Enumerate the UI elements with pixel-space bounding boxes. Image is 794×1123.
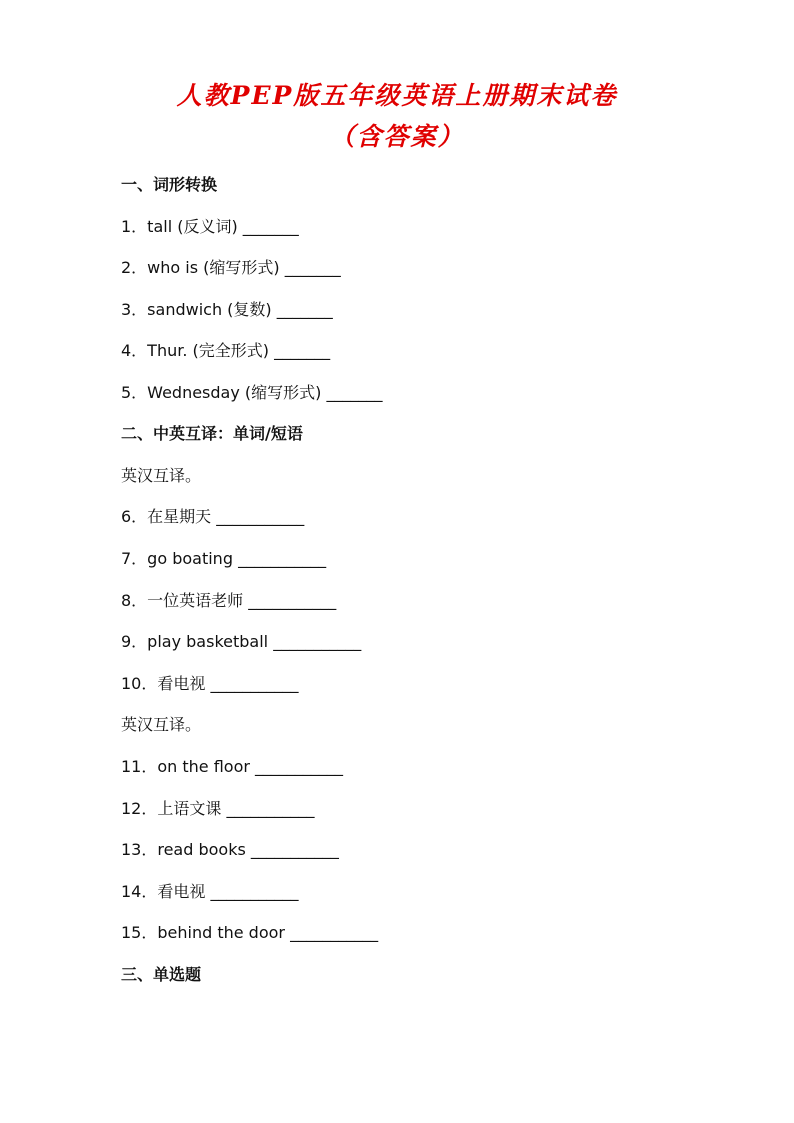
question-11: 11．on the floor ___________ [121, 757, 344, 776]
question-6: 6．在星期天 ___________ [121, 507, 305, 526]
question-10: 10．看电视 ___________ [121, 674, 299, 693]
section-heading-3: 三、单选题 [121, 965, 202, 984]
section-heading-1: 一、词形转换 [121, 175, 218, 194]
question-2: 2．who is (缩写形式) _______ [121, 258, 341, 277]
instruction-note-2: 英汉互译。 [121, 715, 202, 734]
question-9: 9．play basketball ___________ [121, 632, 362, 651]
question-14: 14．看电视 ___________ [121, 882, 299, 901]
question-1: 1．tall (反义词) _______ [121, 217, 299, 236]
question-5: 5．Wednesday (缩写形式) _______ [121, 383, 383, 402]
question-13: 13．read books ___________ [121, 840, 339, 859]
question-8: 8．一位英语老师 ___________ [121, 591, 337, 610]
instruction-note-1: 英汉互译。 [121, 466, 202, 485]
section-heading-2: 二、中英互译：单词/短语 [121, 424, 303, 443]
document-title-line-2: （含答案） [329, 122, 465, 151]
question-15: 15．behind the door ___________ [121, 923, 379, 942]
document-title-line-1: 人教PEP版五年级英语上册期末试卷 [176, 81, 618, 110]
question-4: 4．Thur. (完全形式) _______ [121, 341, 331, 360]
question-3: 3．sandwich (复数) _______ [121, 300, 333, 319]
question-7: 7．go boating ___________ [121, 549, 327, 568]
question-12: 12．上语文课 ___________ [121, 799, 315, 818]
